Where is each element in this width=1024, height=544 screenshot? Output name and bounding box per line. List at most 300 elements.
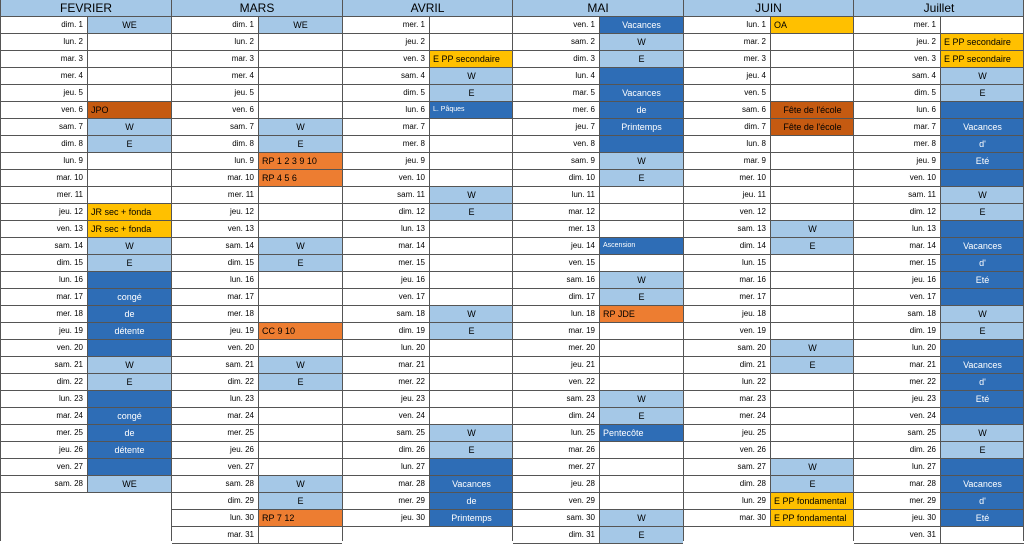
event-cell[interactable]: [258, 204, 342, 220]
event-cell[interactable]: W: [258, 119, 342, 135]
day-row[interactable]: [854, 221, 1024, 238]
day-row[interactable]: [684, 340, 853, 357]
event-cell[interactable]: W: [940, 425, 1024, 441]
day-row[interactable]: [513, 51, 683, 68]
day-row[interactable]: [343, 442, 512, 459]
day-row[interactable]: [343, 476, 512, 493]
event-cell[interactable]: [258, 340, 342, 356]
event-cell[interactable]: E: [770, 238, 854, 254]
day-row[interactable]: [854, 51, 1024, 68]
event-cell[interactable]: [429, 459, 513, 475]
day-row[interactable]: [1, 170, 171, 187]
day-row[interactable]: [854, 510, 1024, 527]
day-row[interactable]: [684, 306, 853, 323]
event-cell[interactable]: W: [87, 357, 171, 373]
event-cell[interactable]: E: [940, 442, 1024, 458]
event-cell[interactable]: Pentecôte: [599, 425, 683, 441]
event-cell[interactable]: [258, 442, 342, 458]
day-row[interactable]: [1, 255, 171, 272]
event-cell[interactable]: [429, 136, 513, 152]
day-row[interactable]: [343, 340, 512, 357]
event-cell[interactable]: WE: [87, 17, 171, 33]
day-row[interactable]: [684, 357, 853, 374]
day-row[interactable]: [854, 476, 1024, 493]
day-row[interactable]: [513, 306, 683, 323]
day-row[interactable]: [854, 459, 1024, 476]
day-row[interactable]: [343, 238, 512, 255]
day-row[interactable]: [684, 442, 853, 459]
day-row[interactable]: [343, 170, 512, 187]
event-cell[interactable]: [258, 391, 342, 407]
day-row[interactable]: [513, 153, 683, 170]
event-cell[interactable]: [940, 17, 1024, 33]
day-row[interactable]: [513, 85, 683, 102]
event-cell[interactable]: E: [940, 323, 1024, 339]
day-row[interactable]: [684, 255, 853, 272]
day-row[interactable]: [1, 391, 171, 408]
day-row[interactable]: [172, 170, 342, 187]
event-cell[interactable]: E: [770, 476, 854, 492]
event-cell[interactable]: W: [87, 119, 171, 135]
day-row[interactable]: [854, 289, 1024, 306]
event-cell[interactable]: [258, 289, 342, 305]
day-row[interactable]: [172, 289, 342, 306]
day-row[interactable]: [1, 306, 171, 323]
event-cell[interactable]: E: [429, 442, 513, 458]
event-cell[interactable]: W: [770, 221, 854, 237]
day-row[interactable]: [172, 119, 342, 136]
event-cell[interactable]: [770, 442, 854, 458]
event-cell[interactable]: [599, 187, 683, 203]
day-row[interactable]: [684, 323, 853, 340]
day-row[interactable]: [854, 374, 1024, 391]
day-row[interactable]: [172, 340, 342, 357]
day-row[interactable]: [172, 153, 342, 170]
day-row[interactable]: [172, 493, 342, 510]
event-cell[interactable]: E: [87, 255, 171, 271]
event-cell[interactable]: Printemps: [599, 119, 683, 135]
day-row[interactable]: [513, 119, 683, 136]
day-row[interactable]: [343, 408, 512, 425]
day-row[interactable]: [684, 153, 853, 170]
day-row[interactable]: [343, 187, 512, 204]
event-cell[interactable]: [770, 85, 854, 101]
day-row[interactable]: [684, 119, 853, 136]
event-cell[interactable]: W: [429, 425, 513, 441]
event-cell[interactable]: [429, 357, 513, 373]
day-row[interactable]: [854, 272, 1024, 289]
event-cell[interactable]: [599, 493, 683, 509]
day-row[interactable]: [1, 238, 171, 255]
day-row[interactable]: [172, 34, 342, 51]
day-row[interactable]: [684, 510, 853, 527]
day-row[interactable]: [513, 238, 683, 255]
event-cell[interactable]: [770, 391, 854, 407]
day-row[interactable]: [1, 408, 171, 425]
day-row[interactable]: [172, 391, 342, 408]
day-row[interactable]: [513, 323, 683, 340]
day-row[interactable]: [343, 493, 512, 510]
event-cell[interactable]: [429, 34, 513, 50]
day-row[interactable]: [513, 187, 683, 204]
event-cell[interactable]: détente: [87, 442, 171, 458]
event-cell[interactable]: [429, 255, 513, 271]
event-cell[interactable]: congé: [87, 289, 171, 305]
event-cell[interactable]: [770, 136, 854, 152]
day-row[interactable]: [172, 187, 342, 204]
event-cell[interactable]: [429, 289, 513, 305]
event-cell[interactable]: d': [940, 136, 1024, 152]
day-row[interactable]: [172, 68, 342, 85]
day-row[interactable]: [172, 527, 342, 544]
event-cell[interactable]: [258, 51, 342, 67]
event-cell[interactable]: [599, 204, 683, 220]
event-cell[interactable]: [770, 323, 854, 339]
day-row[interactable]: [343, 289, 512, 306]
day-row[interactable]: [172, 17, 342, 34]
event-cell[interactable]: E: [940, 85, 1024, 101]
day-row[interactable]: [172, 255, 342, 272]
event-cell[interactable]: [429, 408, 513, 424]
event-cell[interactable]: [258, 425, 342, 441]
day-row[interactable]: [513, 442, 683, 459]
event-cell[interactable]: [429, 170, 513, 186]
day-row[interactable]: [1, 51, 171, 68]
day-row[interactable]: [684, 102, 853, 119]
event-cell[interactable]: Fête de l'école: [770, 119, 854, 135]
day-row[interactable]: [513, 408, 683, 425]
event-cell[interactable]: [429, 340, 513, 356]
event-cell[interactable]: de: [87, 425, 171, 441]
event-cell[interactable]: de: [87, 306, 171, 322]
event-cell[interactable]: CC 9 10: [258, 323, 342, 339]
day-row[interactable]: [684, 374, 853, 391]
event-cell[interactable]: [429, 391, 513, 407]
event-cell[interactable]: [599, 255, 683, 271]
event-cell[interactable]: W: [258, 476, 342, 492]
event-cell[interactable]: [87, 34, 171, 50]
event-cell[interactable]: W: [258, 238, 342, 254]
day-row[interactable]: [1, 34, 171, 51]
event-cell[interactable]: W: [87, 238, 171, 254]
day-row[interactable]: [172, 51, 342, 68]
day-row[interactable]: [172, 238, 342, 255]
day-row[interactable]: [684, 187, 853, 204]
event-cell[interactable]: E: [940, 204, 1024, 220]
event-cell[interactable]: E PP fondamental: [770, 510, 854, 526]
day-row[interactable]: [854, 306, 1024, 323]
event-cell[interactable]: [770, 272, 854, 288]
event-cell[interactable]: [87, 170, 171, 186]
event-cell[interactable]: E: [258, 255, 342, 271]
event-cell[interactable]: E: [258, 136, 342, 152]
day-row[interactable]: [172, 221, 342, 238]
day-row[interactable]: [513, 136, 683, 153]
event-cell[interactable]: W: [940, 68, 1024, 84]
event-cell[interactable]: [770, 170, 854, 186]
event-cell[interactable]: [770, 204, 854, 220]
day-row[interactable]: [343, 221, 512, 238]
day-row[interactable]: [172, 204, 342, 221]
event-cell[interactable]: [770, 51, 854, 67]
event-cell[interactable]: [770, 34, 854, 50]
event-cell[interactable]: RP JDE: [599, 306, 683, 322]
event-cell[interactable]: [87, 391, 171, 407]
day-row[interactable]: [854, 17, 1024, 34]
day-row[interactable]: [1, 357, 171, 374]
day-row[interactable]: [513, 476, 683, 493]
event-cell[interactable]: [429, 272, 513, 288]
event-cell[interactable]: E: [429, 85, 513, 101]
event-cell[interactable]: JR sec + fonda: [87, 204, 171, 220]
day-row[interactable]: [1, 340, 171, 357]
day-row[interactable]: [1, 221, 171, 238]
day-row[interactable]: [343, 34, 512, 51]
day-row[interactable]: [343, 374, 512, 391]
day-row[interactable]: [854, 357, 1024, 374]
day-row[interactable]: [854, 493, 1024, 510]
event-cell[interactable]: [87, 340, 171, 356]
event-cell[interactable]: Printemps: [429, 510, 513, 526]
event-cell[interactable]: E: [599, 408, 683, 424]
day-row[interactable]: [1, 153, 171, 170]
event-cell[interactable]: W: [599, 510, 683, 526]
event-cell[interactable]: [258, 272, 342, 288]
day-row[interactable]: [513, 170, 683, 187]
day-row[interactable]: [684, 17, 853, 34]
day-row[interactable]: [854, 170, 1024, 187]
day-row[interactable]: [1, 425, 171, 442]
event-cell[interactable]: [940, 221, 1024, 237]
event-cell[interactable]: W: [599, 272, 683, 288]
event-cell[interactable]: [87, 459, 171, 475]
event-cell[interactable]: [770, 306, 854, 322]
event-cell[interactable]: [258, 459, 342, 475]
day-row[interactable]: [684, 136, 853, 153]
day-row[interactable]: [1, 68, 171, 85]
day-row[interactable]: [1, 102, 171, 119]
event-cell[interactable]: [429, 374, 513, 390]
day-row[interactable]: [343, 102, 512, 119]
event-cell[interactable]: E: [599, 289, 683, 305]
event-cell[interactable]: [940, 170, 1024, 186]
day-row[interactable]: [343, 153, 512, 170]
day-row[interactable]: [172, 272, 342, 289]
event-cell[interactable]: WE: [258, 17, 342, 33]
day-row[interactable]: [513, 425, 683, 442]
day-row[interactable]: [172, 102, 342, 119]
event-cell[interactable]: JR sec + fonda: [87, 221, 171, 237]
day-row[interactable]: [343, 459, 512, 476]
day-row[interactable]: [854, 187, 1024, 204]
day-row[interactable]: [684, 34, 853, 51]
event-cell[interactable]: [258, 221, 342, 237]
day-row[interactable]: [854, 323, 1024, 340]
day-row[interactable]: [854, 34, 1024, 51]
day-row[interactable]: [684, 204, 853, 221]
event-cell[interactable]: [599, 374, 683, 390]
day-row[interactable]: [684, 459, 853, 476]
event-cell[interactable]: E: [87, 136, 171, 152]
day-row[interactable]: [172, 357, 342, 374]
event-cell[interactable]: W: [599, 153, 683, 169]
day-row[interactable]: [684, 391, 853, 408]
event-cell[interactable]: [87, 272, 171, 288]
event-cell[interactable]: d': [940, 374, 1024, 390]
day-row[interactable]: [513, 255, 683, 272]
event-cell[interactable]: [770, 153, 854, 169]
day-row[interactable]: [684, 493, 853, 510]
event-cell[interactable]: [87, 85, 171, 101]
event-cell[interactable]: RP 1 2 3 9 10: [258, 153, 342, 169]
day-row[interactable]: [854, 255, 1024, 272]
day-row[interactable]: [513, 204, 683, 221]
event-cell[interactable]: [770, 187, 854, 203]
event-cell[interactable]: [940, 102, 1024, 118]
day-row[interactable]: [343, 510, 512, 527]
day-row[interactable]: [172, 408, 342, 425]
day-row[interactable]: [343, 272, 512, 289]
event-cell[interactable]: [87, 68, 171, 84]
day-row[interactable]: [513, 374, 683, 391]
day-row[interactable]: [343, 255, 512, 272]
day-row[interactable]: [854, 85, 1024, 102]
event-cell[interactable]: de: [599, 102, 683, 118]
day-row[interactable]: [513, 391, 683, 408]
event-cell[interactable]: Eté: [940, 272, 1024, 288]
event-cell[interactable]: [599, 221, 683, 237]
day-row[interactable]: [513, 102, 683, 119]
day-row[interactable]: [513, 68, 683, 85]
event-cell[interactable]: [599, 340, 683, 356]
day-row[interactable]: [172, 85, 342, 102]
event-cell[interactable]: Eté: [940, 391, 1024, 407]
day-row[interactable]: [343, 425, 512, 442]
event-cell[interactable]: E PP secondaire: [429, 51, 513, 67]
day-row[interactable]: [854, 238, 1024, 255]
day-row[interactable]: [684, 51, 853, 68]
event-cell[interactable]: W: [429, 68, 513, 84]
day-row[interactable]: [854, 340, 1024, 357]
event-cell[interactable]: E PP secondaire: [940, 51, 1024, 67]
day-row[interactable]: [1, 204, 171, 221]
day-row[interactable]: [1, 459, 171, 476]
event-cell[interactable]: Vacances: [940, 119, 1024, 135]
day-row[interactable]: [1, 442, 171, 459]
day-row[interactable]: [684, 476, 853, 493]
event-cell[interactable]: [940, 340, 1024, 356]
event-cell[interactable]: [599, 323, 683, 339]
event-cell[interactable]: RP 7 12: [258, 510, 342, 526]
event-cell[interactable]: [258, 102, 342, 118]
event-cell[interactable]: [258, 306, 342, 322]
day-row[interactable]: [513, 357, 683, 374]
day-row[interactable]: [343, 136, 512, 153]
event-cell[interactable]: [599, 357, 683, 373]
event-cell[interactable]: W: [429, 187, 513, 203]
event-cell[interactable]: [599, 476, 683, 492]
event-cell[interactable]: E: [599, 51, 683, 67]
day-row[interactable]: [343, 51, 512, 68]
day-row[interactable]: [513, 289, 683, 306]
event-cell[interactable]: W: [940, 306, 1024, 322]
day-row[interactable]: [854, 119, 1024, 136]
event-cell[interactable]: E: [770, 357, 854, 373]
event-cell[interactable]: [770, 408, 854, 424]
event-cell[interactable]: [599, 68, 683, 84]
day-row[interactable]: [513, 510, 683, 527]
event-cell[interactable]: Ascension: [599, 238, 683, 254]
day-row[interactable]: [854, 102, 1024, 119]
day-row[interactable]: [343, 85, 512, 102]
day-row[interactable]: [1, 289, 171, 306]
event-cell[interactable]: [770, 255, 854, 271]
day-row[interactable]: [854, 136, 1024, 153]
event-cell[interactable]: W: [599, 391, 683, 407]
day-row[interactable]: [854, 153, 1024, 170]
day-row[interactable]: [172, 425, 342, 442]
event-cell[interactable]: E: [599, 527, 683, 543]
day-row[interactable]: [343, 306, 512, 323]
day-row[interactable]: [343, 204, 512, 221]
event-cell[interactable]: [599, 136, 683, 152]
event-cell[interactable]: [770, 425, 854, 441]
event-cell[interactable]: W: [429, 306, 513, 322]
event-cell[interactable]: OA: [770, 17, 854, 33]
event-cell[interactable]: [940, 459, 1024, 475]
event-cell[interactable]: détente: [87, 323, 171, 339]
event-cell[interactable]: [258, 34, 342, 50]
day-row[interactable]: [684, 170, 853, 187]
event-cell[interactable]: [429, 238, 513, 254]
day-row[interactable]: [343, 68, 512, 85]
event-cell[interactable]: E PP fondamental: [770, 493, 854, 509]
event-cell[interactable]: Vacances: [940, 357, 1024, 373]
day-row[interactable]: [1, 17, 171, 34]
day-row[interactable]: [1, 187, 171, 204]
day-row[interactable]: [172, 442, 342, 459]
event-cell[interactable]: [429, 17, 513, 33]
day-row[interactable]: [854, 408, 1024, 425]
event-cell[interactable]: WE: [87, 476, 171, 492]
day-row[interactable]: [684, 408, 853, 425]
day-row[interactable]: [513, 221, 683, 238]
event-cell[interactable]: Vacances: [599, 17, 683, 33]
day-row[interactable]: [684, 289, 853, 306]
day-row[interactable]: [172, 374, 342, 391]
day-row[interactable]: [684, 85, 853, 102]
day-row[interactable]: [343, 357, 512, 374]
event-cell[interactable]: Eté: [940, 510, 1024, 526]
event-cell[interactable]: d': [940, 493, 1024, 509]
day-row[interactable]: [1, 85, 171, 102]
event-cell[interactable]: d': [940, 255, 1024, 271]
event-cell[interactable]: RP 4 5 6: [258, 170, 342, 186]
event-cell[interactable]: de: [429, 493, 513, 509]
event-cell[interactable]: [258, 68, 342, 84]
day-row[interactable]: [684, 238, 853, 255]
day-row[interactable]: [513, 34, 683, 51]
day-row[interactable]: [172, 306, 342, 323]
event-cell[interactable]: E: [258, 374, 342, 390]
event-cell[interactable]: W: [770, 340, 854, 356]
day-row[interactable]: [513, 272, 683, 289]
event-cell[interactable]: W: [258, 357, 342, 373]
day-row[interactable]: [513, 459, 683, 476]
day-row[interactable]: [1, 272, 171, 289]
day-row[interactable]: [343, 17, 512, 34]
day-row[interactable]: [854, 204, 1024, 221]
